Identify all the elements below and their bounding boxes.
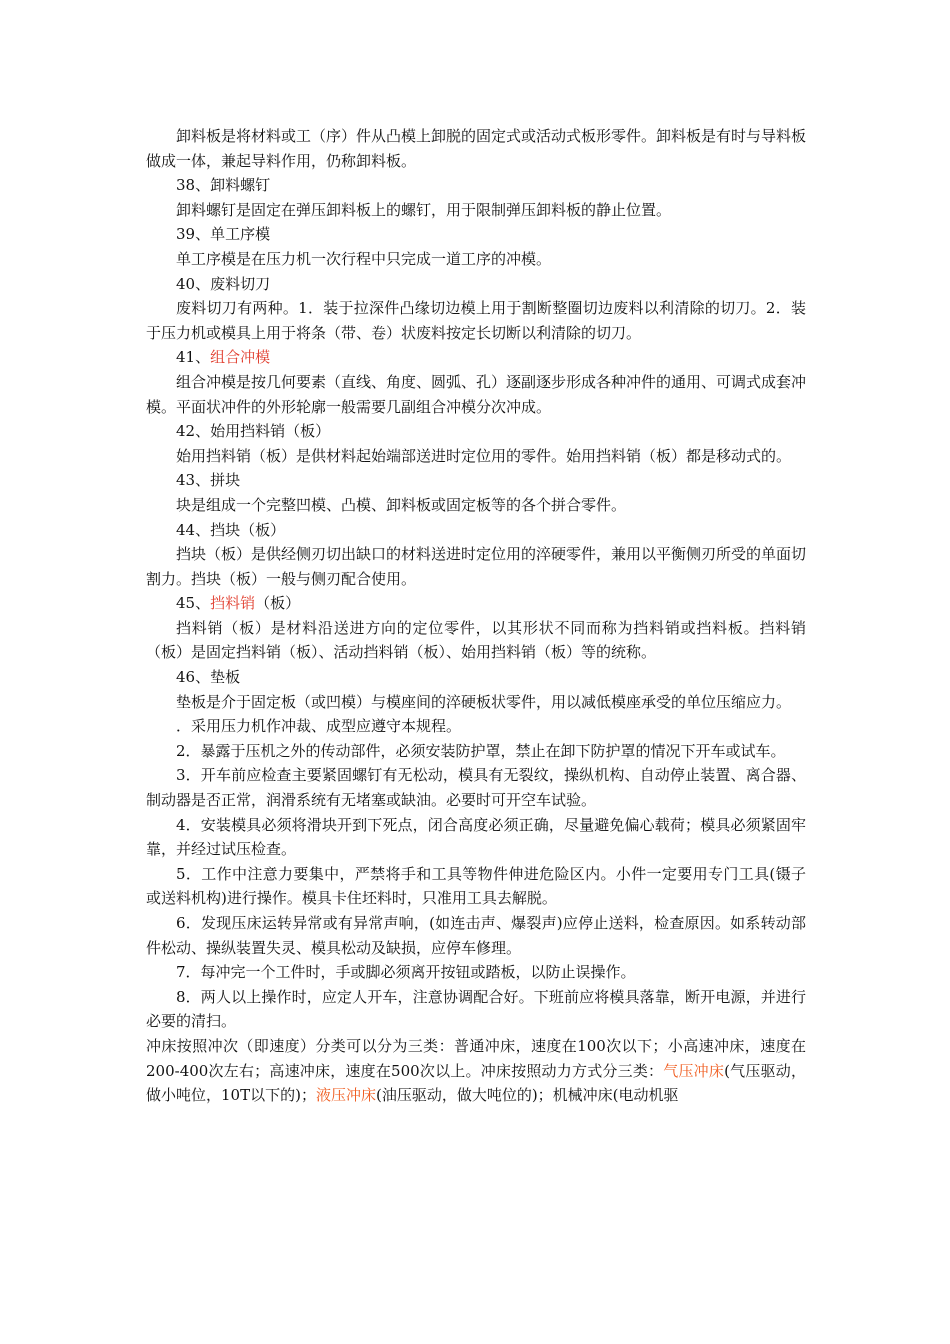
text-run: 垫板是介于固定板（或凹模）与模座间的淬硬板状零件，用以减低模座承受的单位压缩应力。 <box>176 692 792 711</box>
text-run: 6．发现压床运转异常或有异常声响，(如连击声、爆裂声)应停止送料，检查原因。如系转动部件松动、操纵装置失灵、模具松动及缺损，应停车修理。 <box>146 914 806 957</box>
text-run: 43、拼块 <box>176 471 241 490</box>
paragraph-h40 <box>146 272 806 297</box>
paragraph-p43 <box>146 493 806 518</box>
document-body <box>146 124 806 1108</box>
paragraph-p40 <box>146 296 806 345</box>
text-run: 40、废料切刀 <box>176 274 271 293</box>
text-run: 42、始用挡料销（板） <box>176 422 331 441</box>
paragraph-p46 <box>146 690 806 715</box>
text-run: 7．每冲完一个工件时，手或脚必须离开按钮或踏板，以防止误操作。 <box>176 963 636 982</box>
paragraph-p41 <box>146 370 806 419</box>
text-run: 38、卸料螺钉 <box>176 176 271 195</box>
text-run: 45、 <box>176 594 211 613</box>
text-run: 2．暴露于压机之外的传动部件，必须安装防护罩，禁止在卸下防护罩的情况下开车或试车。 <box>176 741 786 760</box>
paragraph-h38 <box>146 173 806 198</box>
text-run: 3．开车前应检查主要紧固螺钉有无松动，模具有无裂纹，操纵机构、自动停止装置、离合器、制动器是否正常，润滑系统有无堵塞或缺油。必要时可开空车试验。 <box>146 766 806 810</box>
paragraph-r1 <box>146 714 806 739</box>
paragraph-p42 <box>146 444 806 469</box>
paragraph-h41 <box>146 345 806 370</box>
paragraph-h39 <box>146 222 806 247</box>
text-run: 单工序模是在压力机一次行程中只完成一道工序的冲模。 <box>176 249 552 268</box>
text-run: 46、垫板 <box>176 668 241 687</box>
paragraph-p44 <box>146 542 806 591</box>
paragraph-r5 <box>146 862 806 911</box>
text-run: 8．两人以上操作时，应定人开车，注意协调配合好。下班前应将模具落靠，断开电源，并进行必要的清扫。 <box>146 987 806 1031</box>
paragraph-r6 <box>146 911 806 960</box>
paragraph-h43 <box>146 468 806 493</box>
highlighted-term: 挡料销 <box>210 594 256 613</box>
text-run: 卸料板是将材料或工（序）件从凸模上卸脱的固定式或活动式板形零件。卸料板是有时与导料板做成一体，兼起导料作用，仍称卸料板。 <box>146 127 807 170</box>
text-run: 41、 <box>176 348 211 367</box>
text-run: (气压驱动，做小吨位，10T以下的)； <box>146 1061 806 1105</box>
paragraph-r2 <box>146 739 806 764</box>
paragraph-h44 <box>146 518 806 543</box>
text-run: 挡料销（板）是材料沿送进方向的定位零件，以其形状不同而称为挡料销或挡料板。挡料销（板）是固定挡料销（板）、活动挡料销（板）、始用挡料销（板）等的统称。 <box>146 618 806 662</box>
text-run: 废料切刀有两种。1．装于拉深件凸缘切边模上用于割断整圈切边废料以利清除的切刀。2．装于压力机或模具上用于将条（带、卷）状废料按定长切断以利清除的切刀。 <box>146 299 806 342</box>
text-run: 5．工作中注意力要集中，严禁将手和工具等物件伸进危险区内。小件一定要用专门工具(镊子或送料机构)进行操作。模具卡住坯料时，只准用工具去解脱。 <box>146 864 806 908</box>
text-run: 39、单工序模 <box>176 225 271 244</box>
paragraph-h46 <box>146 665 806 690</box>
text-run: (油压驱动，做大吨位的)；机械冲床(电动机驱 <box>375 1086 679 1105</box>
text-run: ．采用压力机作冲裁、成型应遵守本规程。 <box>176 717 462 736</box>
text-run: 44、挡块（板） <box>176 520 286 539</box>
text-run: 挡块（板）是供经侧刃切出缺口的材料送进时定位用的淬硬零件，兼用以平衡侧刃所受的单面切割力。挡块（板）一般与侧刃配合使用。 <box>146 545 807 588</box>
paragraph-cls <box>146 1034 806 1108</box>
text-run: 组合冲模是按几何要素（直线、角度、圆弧、孔）逐副逐步形成各种冲件的通用、可调式成套冲模。平面状冲件的外形轮廓一般需要几副组合冲模分次冲成。 <box>146 372 807 416</box>
highlighted-term: 液压冲床 <box>315 1086 376 1105</box>
paragraph-r8 <box>146 985 806 1034</box>
paragraph-r7 <box>146 960 806 985</box>
text-run: 4．安装模具必须将滑块开到下死点，闭合高度必须正确，尽量避免偏心载荷；模具必须紧固牢靠，并经过试压检查。 <box>146 815 806 859</box>
paragraph-p39 <box>146 247 806 272</box>
text-run: 卸料螺钉是固定在弹压卸料板上的螺钉，用于限制弹压卸料板的静止位置。 <box>176 200 672 219</box>
paragraph-h45 <box>146 591 806 616</box>
text-run: 冲床按照冲次（即速度）分类可以分为三类：普通冲床，速度在100次以下；小高速冲床，速度在200-400次左右；高速冲床，速度在500次以上。冲床按照动力方式分三类： <box>146 1036 806 1080</box>
paragraph-r4 <box>146 813 806 862</box>
paragraph-p38 <box>146 198 806 223</box>
highlighted-term: 气压冲床 <box>663 1061 725 1080</box>
paragraph-p45 <box>146 616 806 665</box>
text-run: （板） <box>255 594 301 613</box>
text-run: 始用挡料销（板）是供材料起始端部送进时定位用的零件。始用挡料销（板）都是移动式的。 <box>176 446 792 465</box>
paragraph-p1 <box>146 124 806 173</box>
text-run: 块是组成一个完整凹模、凸模、卸料板或固定板等的各个拼合零件。 <box>176 495 627 514</box>
paragraph-r3 <box>146 763 806 812</box>
paragraph-h42 <box>146 419 806 444</box>
highlighted-term: 组合冲模 <box>210 348 271 367</box>
